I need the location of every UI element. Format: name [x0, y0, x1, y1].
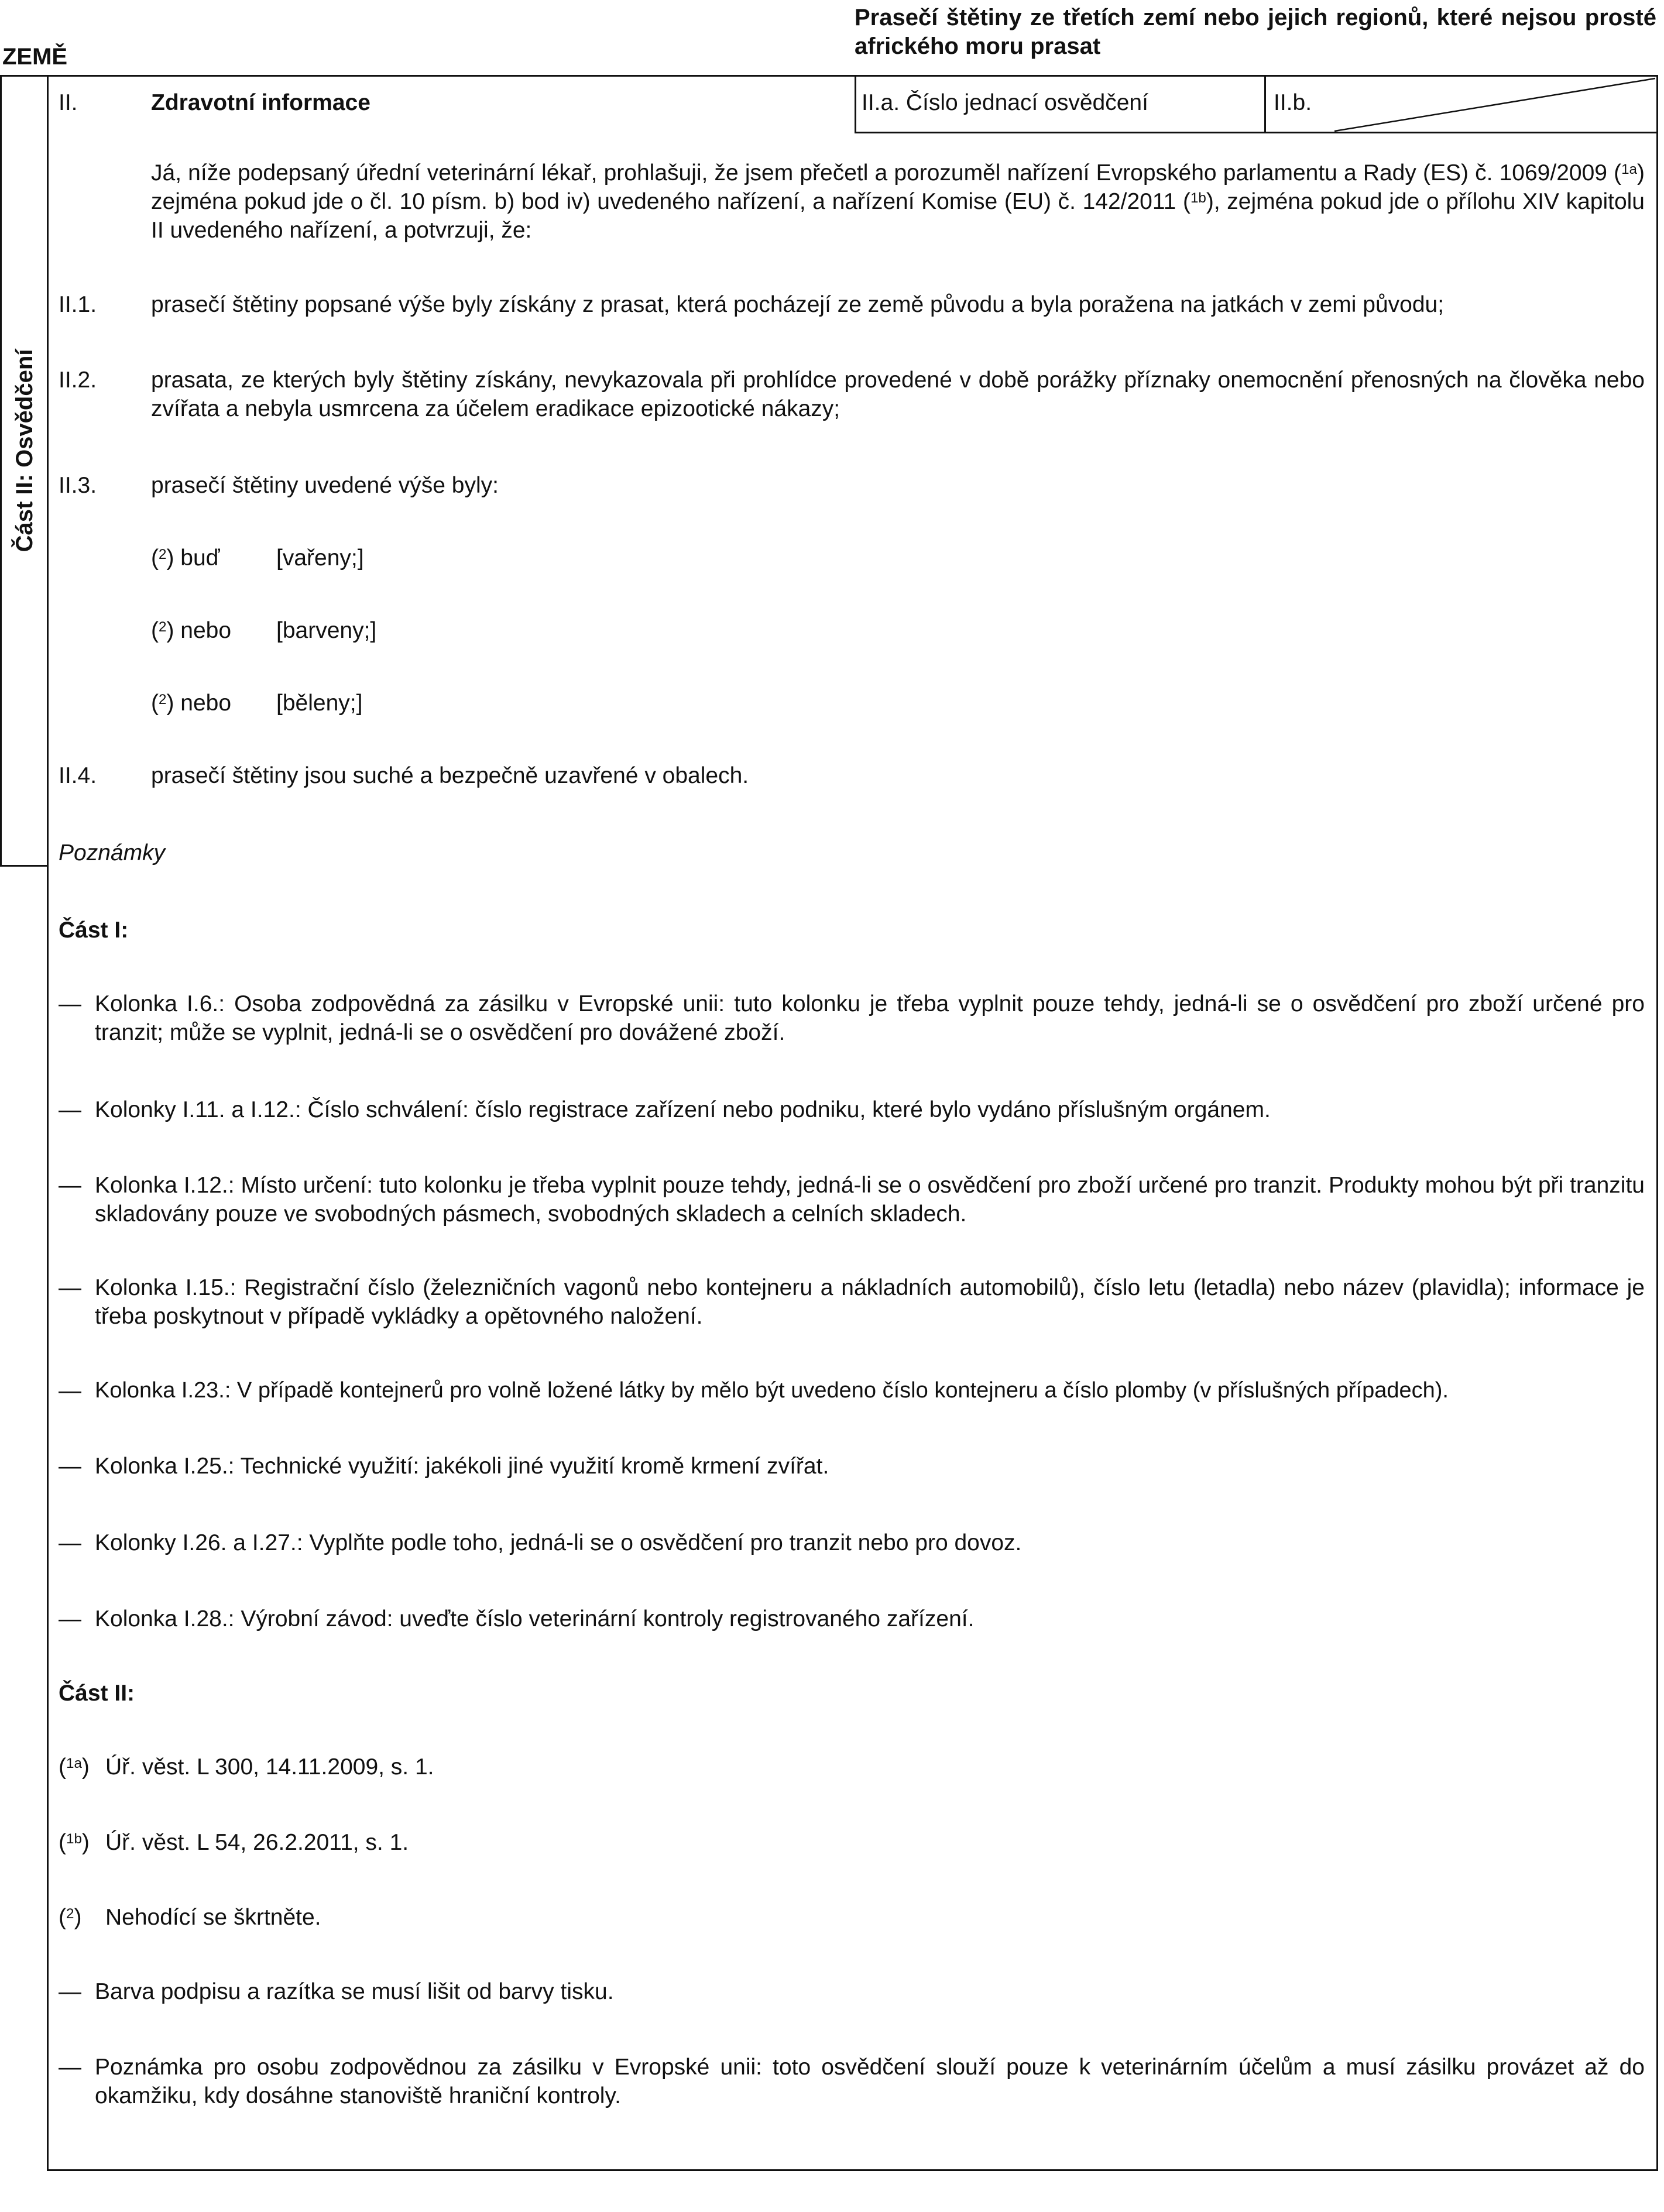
- note-text: Kolonka I.25.: Technické využití: jakékoli jiné využití kromě krmení zvířat.: [95, 1454, 829, 1479]
- item-number: II.4.: [59, 763, 97, 788]
- note-text: Kolonka I.6.: Osoba zodpovědná za zásilku v Evropské unii: tuto kolonku je třeba vyplnit pouze tehdy, jedná-li se o osvědčení pro zboží určené pro tranzit; může se vyplnit, jedná-li se o osvědčení pro dovážené zboží.: [95, 991, 1645, 1045]
- section-number: II.: [59, 90, 78, 115]
- note-item: [59, 1978, 1645, 2007]
- option-text: [vařeny;]: [276, 545, 364, 571]
- note-item: [59, 2053, 1645, 2111]
- note-item: [59, 1172, 1645, 1229]
- certificate-title: Prasečí štětiny ze třetích zemí nebo jejich regionů, které nejsou prosté afrického moru prasat: [855, 5, 1656, 59]
- item-text: prasečí štětiny uvedené výše byly:: [151, 473, 499, 498]
- note-dash: —: [59, 1530, 81, 1555]
- item-text: prasečí štětiny jsou suché a bezpečně uzavřené v obalech.: [151, 763, 749, 788]
- item-text: prasečí štětiny popsané výše byly získány z prasat, která pocházejí ze země původu a byla poražena na jatkách v zemi původu;: [151, 292, 1445, 317]
- note-dash: —: [59, 1606, 81, 1631]
- note-text: Kolonka I.28.: Výrobní závod: uveďte číslo veterinární kontroly registrovaného zařízení.: [95, 1606, 975, 1631]
- side-part-label: Část II: Osvědčení: [12, 349, 37, 552]
- footnote-marker: ($^{1a}$): [59, 1754, 90, 1780]
- option-marker: ($^2$) buď: [151, 545, 220, 571]
- option-marker: ($^2$) nebo: [151, 618, 232, 643]
- note-dash: —: [59, 2055, 81, 2080]
- note-text: Barva podpisu a razítka se musí lišit od barvy tisku.: [95, 1979, 614, 2004]
- note-text: Poznámka pro osobu zodpovědnou za zásilku v Evropské unii: toto osvědčení slouží pouze k veterinárním účelům a musí zásilku provázet až do okamžiku, kdy dosáhne stanoviště hraniční kontroly.: [95, 2055, 1645, 2108]
- frame-left-edge: [0, 75, 2, 866]
- note-item: [59, 1605, 1645, 1634]
- footnote-marker: ($^2$): [59, 1905, 82, 1930]
- note-text: Kolonky I.26. a I.27.: Vyplňte podle toho, jedná-li se o osvědčení pro tranzit nebo pro dovoz.: [95, 1530, 1022, 1555]
- footnote-text: Nehodící se škrtněte.: [105, 1905, 321, 1930]
- note-text: Kolonka I.12.: Místo určení: tuto kolonku je třeba vyplnit pouze tehdy, jedná-li se o osvědčení pro zboží určené pro tranzit. Produkty mohou být při tranzitu skladovány pouze ve svobodných pásmech, svobodných skladech a celních skladech.: [95, 1173, 1645, 1227]
- footnote-text: Úř. věst. L 54, 26.2.2011, s. 1.: [105, 1830, 409, 1855]
- note-text: Kolonky I.11. a I.12.: Číslo schválení: číslo registrace zařízení nebo podniku, které bylo vydáno příslušným orgánem.: [95, 1097, 1271, 1122]
- frame-bottom-line: [47, 2169, 1658, 2171]
- part2-heading: Část II:: [59, 1681, 135, 1706]
- note-dash: —: [59, 1097, 81, 1122]
- option-text: [barveny;]: [276, 618, 377, 643]
- certificate-reference-label: II.a. Číslo jednací osvědčení: [862, 90, 1148, 115]
- section-title: Zdravotní informace: [151, 90, 370, 115]
- frame-side-divider: [47, 75, 49, 2171]
- note-item: [59, 1377, 1645, 1405]
- note-text: Kolonka I.15.: Registrační číslo (železničních vagonů nebo kontejneru a nákladních automobilů), číslo letu (letadla) nebo název (plavidla); informace je třeba poskytnout v případě vykládky a opětovného naložení.: [95, 1275, 1645, 1329]
- note-item: [59, 1452, 1645, 1481]
- option-marker: ($^2$) nebo: [151, 691, 232, 716]
- item-text: prasata, ze kterých byly štětiny získány, nevykazovala při prohlídce provedené v době porážky příznaky onemocnění přenosných na člověka nebo zvířata a nebyla usmrcena za účelem eradikace epizootické nákazy;: [151, 367, 1645, 421]
- item-number: II.2.: [59, 367, 97, 393]
- note-dash: —: [59, 991, 81, 1016]
- declaration-paragraph: Já, níže podepsaný úřední veterinární lékař, prohlašuji, že jsem přečetl a porozuměl nařízení Evropského parlamentu a Rady (ES) č. 1069/2009 ($^{1a}$) zejména pokud jde o čl. 10 písm. b) bod iv) uvedeného nařízení, a nařízení Komise (EU) č. 142/2011 ($^{1b}$), zejména pokud jde o přílohu XIV kapitolu II uvedeného nařízení, a potvrzuji, že:: [151, 160, 1645, 243]
- notes-heading: Poznámky: [59, 840, 166, 865]
- note-dash: —: [59, 1979, 81, 2004]
- item-number: II.1.: [59, 292, 97, 317]
- iib-label: II.b.: [1274, 90, 1312, 115]
- note-text: Kolonka I.23.: V případě kontejnerů pro volně ložené látky by mělo být uvedeno číslo kontejneru a číslo plomby (v příslušných případech).: [95, 1378, 1449, 1403]
- country-label: ZEMĚ: [2, 44, 68, 70]
- note-dash: —: [59, 1275, 81, 1300]
- part1-heading: Část I:: [59, 918, 129, 943]
- footnote-marker: ($^{1b}$): [59, 1830, 90, 1855]
- note-item: [59, 1096, 1645, 1125]
- frame-side-bottom: [0, 865, 49, 867]
- frame-right-edge: [1656, 75, 1658, 2171]
- iib-diagonal-line: [1264, 75, 1658, 133]
- note-item: [59, 1274, 1645, 1331]
- note-dash: —: [59, 1378, 81, 1403]
- option-text: [běleny;]: [276, 691, 363, 716]
- note-item: [59, 990, 1645, 1047]
- item-number: II.3.: [59, 473, 97, 498]
- header-divider-1: [855, 75, 856, 133]
- note-dash: —: [59, 1173, 81, 1198]
- note-item: [59, 1529, 1645, 1558]
- footnote-text: Úř. věst. L 300, 14.11.2009, s. 1.: [105, 1754, 434, 1780]
- note-dash: —: [59, 1454, 81, 1479]
